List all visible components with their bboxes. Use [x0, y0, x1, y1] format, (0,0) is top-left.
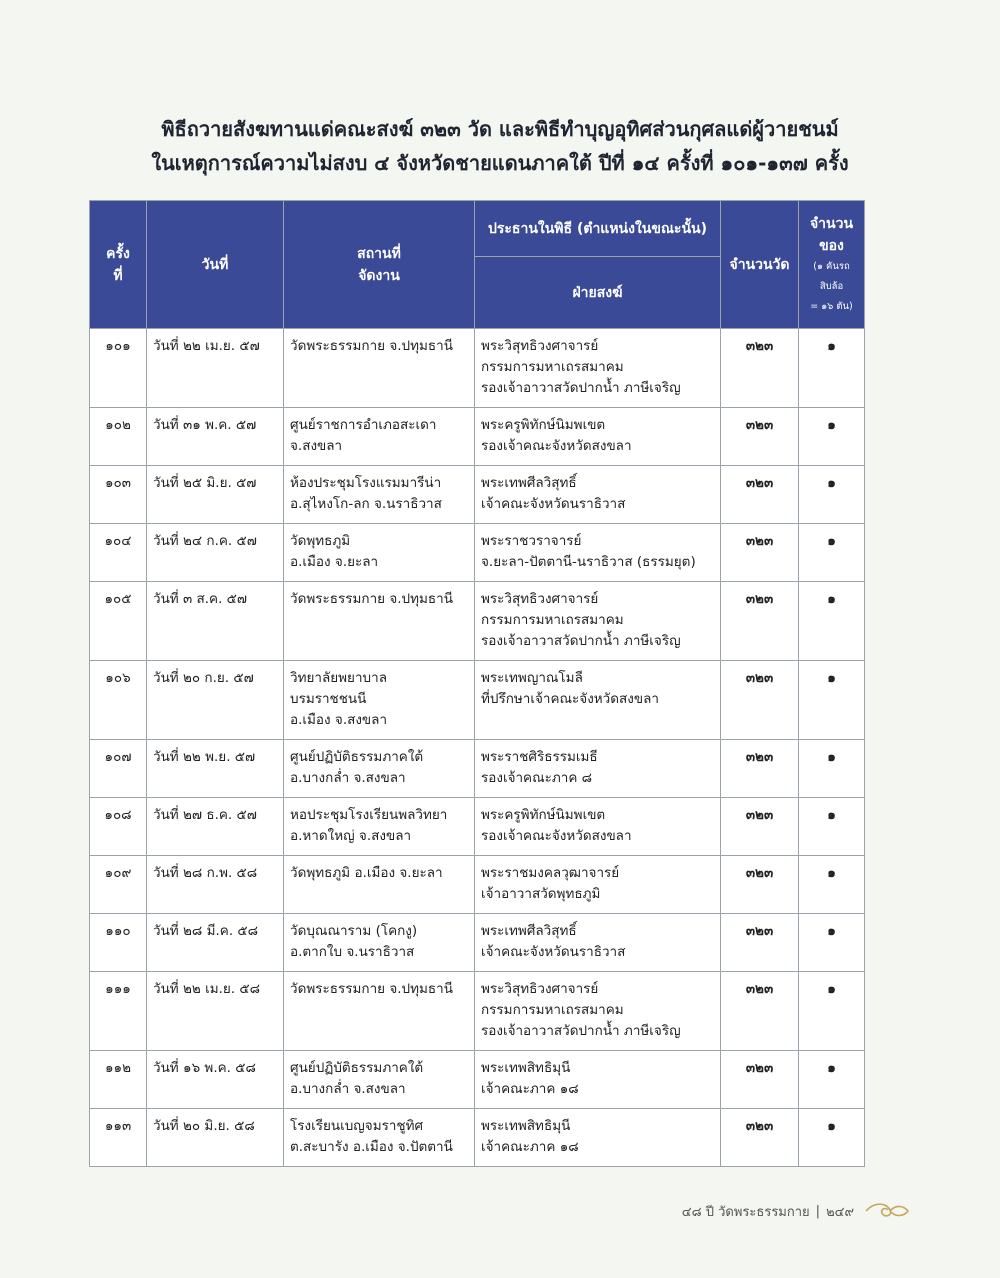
venue-line: ศูนย์ปฏิบัติธรรมภาคใต้	[290, 749, 424, 765]
cell-round: ๑๐๘	[90, 798, 147, 856]
cell-venue	[284, 856, 475, 914]
chair-line: เจ้าคณะจังหวัดนราธิวาส	[481, 496, 626, 512]
cell-temples: ๓๒๓	[721, 329, 799, 408]
cell-date: วันที่ ๒๐ ก.ย. ๕๗	[147, 661, 284, 740]
cell-temples: ๓๒๓	[721, 661, 799, 740]
cell-round: ๑๐๑	[90, 329, 147, 408]
cell-round: ๑๑๒	[90, 1051, 147, 1109]
venue-line: ห้องประชุมโรงแรมมารีน่า	[290, 475, 442, 491]
chair-line: ที่ปรึกษาเจ้าคณะจังหวัดสงขลา	[481, 691, 659, 707]
venue-line: ต.สะบารัง อ.เมือง จ.ปัตตานี	[290, 1139, 453, 1155]
cell-round: ๑๐๙	[90, 856, 147, 914]
table-row	[90, 856, 865, 914]
venue-line: ศูนย์ปฏิบัติธรรมภาคใต้	[290, 1060, 424, 1076]
cell-venue	[284, 408, 475, 466]
cell-venue	[284, 524, 475, 582]
cell-count: ๑	[799, 856, 865, 914]
cell-count: ๑	[799, 661, 865, 740]
cell-round: ๑๐๔	[90, 524, 147, 582]
table-row	[90, 914, 865, 972]
chair-line: กรรมการมหาเถรสมาคม	[481, 359, 624, 375]
chair-line: เจ้าคณะภาค ๑๘	[481, 1081, 579, 1097]
chair-line: กรรมการมหาเถรสมาคม	[481, 1002, 624, 1018]
venue-line: โรงเรียนเบญจมราชูทิศ	[290, 1118, 424, 1134]
cell-count: ๑	[799, 524, 865, 582]
cell-round: ๑๑๐	[90, 914, 147, 972]
cell-date: วันที่ ๓ ส.ค. ๕๗	[147, 582, 284, 661]
footer-separator: |	[815, 1203, 821, 1219]
cell-venue	[284, 972, 475, 1051]
cell-round: ๑๐๖	[90, 661, 147, 740]
cell-date: วันที่ ๑๖ พ.ค. ๕๘	[147, 1051, 284, 1109]
table-row	[90, 1051, 865, 1109]
cell-date: วันที่ ๒๔ ก.ค. ๕๗	[147, 524, 284, 582]
header-round: ครั้ง ที่	[90, 201, 147, 329]
chair-line: พระเทพศีลวิสุทธิ์	[481, 923, 577, 939]
venue-line: วิทยาลัยพยาบาล	[290, 670, 387, 686]
table-row	[90, 1109, 865, 1167]
cell-temples: ๓๒๓	[721, 466, 799, 524]
chair-line: พระเทพสิทธิมุนี	[481, 1060, 571, 1076]
table-row	[90, 524, 865, 582]
table-row	[90, 740, 865, 798]
chair-line: รองเจ้าคณะจังหวัดสงขลา	[481, 438, 632, 454]
cell-round: ๑๑๓	[90, 1109, 147, 1167]
cell-date: วันที่ ๒๘ มี.ค. ๕๘	[147, 914, 284, 972]
header-venue: สถานที่ จัดงาน	[284, 201, 475, 329]
chair-line: รองเจ้าคณะจังหวัดสงขลา	[481, 828, 632, 844]
chair-line: พระวิสุทธิวงศาจารย์	[481, 591, 599, 607]
cell-date: วันที่ ๓๑ พ.ค. ๕๗	[147, 408, 284, 466]
chair-line: รองเจ้าคณะภาค ๘	[481, 770, 593, 786]
cell-temples: ๓๒๓	[721, 524, 799, 582]
venue-line: อ.หาดใหญ่ จ.สงขลา	[290, 828, 412, 844]
chair-line: จ.ยะลา-ปัตตานี-นราธิวาส (ธรรมยุต)	[481, 554, 696, 570]
chair-line: รองเจ้าอาวาสวัดปากน้ำ ภาษีเจริญ	[481, 380, 681, 396]
cell-count: ๑	[799, 914, 865, 972]
chair-line: พระเทพญาณโมลี	[481, 670, 583, 686]
venue-line: วัดบุณณาราม (โคกงู)	[290, 923, 418, 939]
venue-line: อ.บางกล่ำ จ.สงขลา	[290, 770, 406, 786]
venue-line: วัดพุทธภูมิ อ.เมือง จ.ยะลา	[290, 865, 443, 881]
chair-line: พระราชมงคลวุฒาจารย์	[481, 865, 620, 881]
cell-round: ๑๐๓	[90, 466, 147, 524]
venue-line: วัดพระธรรมกาย จ.ปทุมธานี	[290, 591, 453, 607]
chair-line: พระวิสุทธิวงศาจารย์	[481, 981, 599, 997]
venue-line: อ.เมือง จ.สงขลา	[290, 712, 388, 728]
cell-date: วันที่ ๒๘ ก.พ. ๕๘	[147, 856, 284, 914]
header-count: จำนวน ของ (๑ คันรถ สิบล้อ = ๑๖ ตัน)	[799, 201, 865, 329]
ceremony-table	[89, 200, 865, 1167]
venue-line: อ.บางกล่ำ จ.สงขลา	[290, 1081, 406, 1097]
cell-chair	[475, 740, 721, 798]
cell-date: วันที่ ๒๒ เม.ย. ๕๘	[147, 972, 284, 1051]
venue-line: วัดพระธรรมกาย จ.ปทุมธานี	[290, 338, 453, 354]
chair-line: พระวิสุทธิวงศาจารย์	[481, 338, 599, 354]
cell-venue	[284, 329, 475, 408]
chair-line: เจ้าคณะจังหวัดนราธิวาส	[481, 944, 626, 960]
cell-round: ๑๐๕	[90, 582, 147, 661]
cell-venue	[284, 466, 475, 524]
cell-count: ๑	[799, 408, 865, 466]
cell-count: ๑	[799, 740, 865, 798]
cell-temples: ๓๒๓	[721, 740, 799, 798]
footer-page-number: ๒๔๙	[826, 1204, 854, 1220]
chair-line: เจ้าอาวาสวัดพุทธภูมิ	[481, 886, 601, 902]
ornament-icon	[864, 1200, 910, 1222]
chair-line: พระราชวราจารย์	[481, 533, 582, 549]
cell-temples: ๓๒๓	[721, 856, 799, 914]
header-chair-sub: ฝ่ายสงฆ์	[475, 257, 721, 329]
cell-round: ๑๐๒	[90, 408, 147, 466]
cell-temples: ๓๒๓	[721, 914, 799, 972]
cell-chair	[475, 798, 721, 856]
page-title	[60, 112, 940, 180]
table-row	[90, 798, 865, 856]
cell-date: วันที่ ๒๒ พ.ย. ๕๗	[147, 740, 284, 798]
chair-line: พระเทพสิทธิมุนี	[481, 1118, 571, 1134]
venue-line: วัดพระธรรมกาย จ.ปทุมธานี	[290, 981, 453, 997]
cell-chair	[475, 914, 721, 972]
chair-line: พระครูพิทักษ์นิมพเขต	[481, 807, 606, 823]
cell-date: วันที่ ๒๐ มิ.ย. ๕๘	[147, 1109, 284, 1167]
cell-temples: ๓๒๓	[721, 1051, 799, 1109]
cell-count: ๑	[799, 466, 865, 524]
chair-line: รองเจ้าอาวาสวัดปากน้ำ ภาษีเจริญ	[481, 633, 681, 649]
cell-chair	[475, 1051, 721, 1109]
cell-temples: ๓๒๓	[721, 582, 799, 661]
page-footer	[682, 1200, 910, 1222]
cell-chair	[475, 329, 721, 408]
cell-round: ๑๑๑	[90, 972, 147, 1051]
venue-line: หอประชุมโรงเรียนพลวิทยา	[290, 807, 448, 823]
table-row	[90, 661, 865, 740]
cell-chair	[475, 466, 721, 524]
venue-line: อ.ตากใบ จ.นราธิวาส	[290, 944, 415, 960]
table-row	[90, 408, 865, 466]
header-chair: ประธานในพิธี (ตำแหน่งในขณะนั้น)	[475, 201, 721, 257]
cell-venue	[284, 798, 475, 856]
chair-line: พระเทพศีลวิสุทธิ์	[481, 475, 577, 491]
venue-line: อ.เมือง จ.ยะลา	[290, 554, 379, 570]
cell-chair	[475, 856, 721, 914]
venue-line: วัดพุทธภูมิ	[290, 533, 351, 549]
chair-line: กรรมการมหาเถรสมาคม	[481, 612, 624, 628]
cell-round: ๑๐๗	[90, 740, 147, 798]
cell-venue	[284, 914, 475, 972]
header-date: วันที่	[147, 201, 284, 329]
cell-temples: ๓๒๓	[721, 1109, 799, 1167]
venue-line: จ.สงขลา	[290, 438, 343, 454]
table-row	[90, 329, 865, 408]
cell-date: วันที่ ๒๗ ธ.ค. ๕๗	[147, 798, 284, 856]
venue-line: บรมราชชนนี	[290, 691, 367, 707]
cell-chair	[475, 661, 721, 740]
cell-date: วันที่ ๒๕ มิ.ย. ๕๗	[147, 466, 284, 524]
cell-venue	[284, 1109, 475, 1167]
cell-temples: ๓๒๓	[721, 972, 799, 1051]
title-line-2: ในเหตุการณ์ความไม่สงบ ๔ จังหวัดชายแดนภาคใต้ ปีที่ ๑๔ ครั้งที่ ๑๐๑-๑๓๗ ครั้ง	[151, 151, 849, 175]
cell-count: ๑	[799, 1109, 865, 1167]
cell-temples: ๓๒๓	[721, 408, 799, 466]
cell-venue	[284, 582, 475, 661]
cell-chair	[475, 1109, 721, 1167]
cell-venue	[284, 740, 475, 798]
cell-venue	[284, 661, 475, 740]
footer-book-title: ๔๘ ปี วัดพระธรรมกาย	[681, 1204, 810, 1220]
chair-line: พระครูพิทักษ์นิมพเขต	[481, 417, 606, 433]
cell-count: ๑	[799, 1051, 865, 1109]
title-line-1: พิธีถวายสังฆทานแด่คณะสงฆ์ ๓๒๓ วัด และพิธีทำบุญอุทิศส่วนกุศลแด่ผู้วายชนม์	[161, 117, 839, 141]
cell-venue	[284, 1051, 475, 1109]
cell-date: วันที่ ๒๒ เม.ย. ๕๗	[147, 329, 284, 408]
cell-chair	[475, 524, 721, 582]
table-row	[90, 466, 865, 524]
venue-line: อ.สุไหงโก-ลก จ.นราธิวาส	[290, 496, 442, 512]
cell-count: ๑	[799, 582, 865, 661]
cell-count: ๑	[799, 972, 865, 1051]
cell-chair	[475, 408, 721, 466]
chair-line: พระราชศิริธรรมเมธี	[481, 749, 598, 765]
cell-temples: ๓๒๓	[721, 798, 799, 856]
table-row	[90, 972, 865, 1051]
venue-line: ศูนย์ราชการอำเภอสะเดา	[290, 417, 437, 433]
cell-count: ๑	[799, 329, 865, 408]
cell-chair	[475, 972, 721, 1051]
chair-line: รองเจ้าอาวาสวัดปากน้ำ ภาษีเจริญ	[481, 1023, 681, 1039]
chair-line: เจ้าคณะภาค ๑๘	[481, 1139, 579, 1155]
header-temples: จำนวนวัด	[721, 201, 799, 329]
cell-chair	[475, 582, 721, 661]
cell-count: ๑	[799, 798, 865, 856]
table-row	[90, 582, 865, 661]
